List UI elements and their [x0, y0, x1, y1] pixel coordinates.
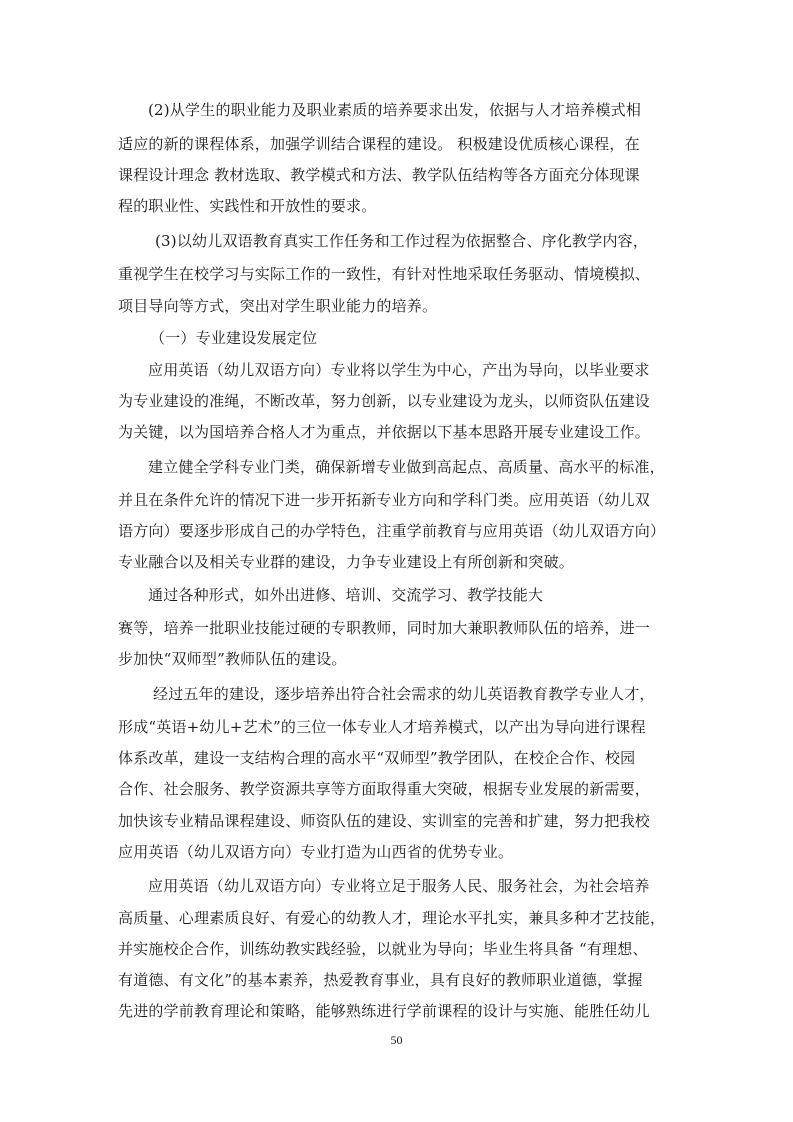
text-line: 适应的新的课程体系，加强学训结合课程的建设。 积极建设优质核心课程，在: [118, 135, 640, 153]
text-line: 专业融合以及相关专业群的建设，力争专业建设上有所创新和突破。: [118, 553, 575, 571]
text-line: 通过各种形式，如外出进修、培训、交流学习、教学技能大: [148, 586, 544, 604]
text-line: 程的职业性、实践性和开放性的要求。: [118, 197, 377, 215]
text-line: 应用英语（幼儿双语方向）专业打造为山西省的优势专业。: [118, 843, 514, 861]
text-line: (2)从学生的职业能力及职业素质的培养要求出发，依据与人才培养模式相: [148, 101, 642, 119]
text-line: 形成“英语+幼儿+艺术”的三位一体专业人才培养模式，以产出为导向进行课程: [118, 718, 646, 736]
text-line: 课程设计理念 教材选取、教学模式和方法、教学队伍结构等各方面充分体现课: [118, 166, 640, 184]
text-line: 重视学生在校学习与实际工作的一致性，有针对性地采取任务驱动、情境模拟、: [118, 265, 651, 283]
text-line: 步加快“双师型”教师队伍的建设。: [118, 650, 347, 668]
text-line: 项目导向等方式，突出对学生职业能力的培养。: [118, 297, 438, 315]
text-line: 先进的学前教育理论和策略，能够熟练进行学前课程的设计与实施、能胜任幼儿: [118, 1002, 651, 1020]
text-line: 有道德、有文化”的基本素养，热爱教育事业，具有良好的教师职业道德，掌握: [118, 971, 643, 989]
text-line: 并且在条件允许的情况下进一步开拓新专业方向和学科门类。应用英语（幼儿双: [118, 491, 651, 509]
text-line: 建立健全学科专业门类，确保新增专业做到高起点、高质量、高水平的标准，: [148, 458, 665, 476]
text-line: 经过五年的建设，逐步培养出符合社会需求的幼儿英语教育教学专业人才，: [153, 685, 655, 703]
text-line: 加快该专业精品课程建设、师资队伍的建设、实训室的完善和扩建，努力把我校: [118, 812, 651, 830]
text-line: 为专业建设的准绳，不断改革，努力创新，以专业建设为龙头，以师资队伍建设: [118, 392, 651, 410]
section-heading: （一）专业建设发展定位: [150, 329, 318, 347]
text-line: 语方向）要逐步形成自己的办学特色，注重学前教育与应用英语（幼儿双语方向）: [118, 522, 666, 540]
text-line: (3)以幼儿双语教育真实工作任务和工作过程为依据整合、序化教学内容，: [155, 232, 649, 250]
text-line: 高质量、心理素质良好、有爱心的幼教人才，理论水平扎实，兼具多种才艺技能，: [118, 909, 666, 927]
text-line: 应用英语（幼儿双语方向）专业将以学生为中心，产出为导向，以毕业要求: [148, 361, 650, 379]
text-line: 为关键，以为国培养合格人才为重点，并依据以下基本思路开展专业建设工作。: [118, 423, 651, 441]
text-line: 体系改革，建设一支结构合理的高水平“双师型”教学团队，在校企合作、校园: [118, 749, 636, 767]
text-line: 并实施校企合作，训练幼教实践经验，以就业为导向；毕业生将具备 “有理想、: [118, 940, 648, 958]
text-line: 合作、社会服务、教学资源共享等方面取得重大突破，根据专业发展的新需要，: [118, 780, 651, 798]
page-number: 50: [390, 1033, 403, 1047]
text-line: 应用英语（幼儿双语方向）专业将立足于服务人民、服务社会，为社会培养: [148, 877, 650, 895]
text-line: 赛等，培养一批职业技能过硬的专职教师，同时加大兼职教师队伍的培养，进一: [118, 619, 651, 637]
